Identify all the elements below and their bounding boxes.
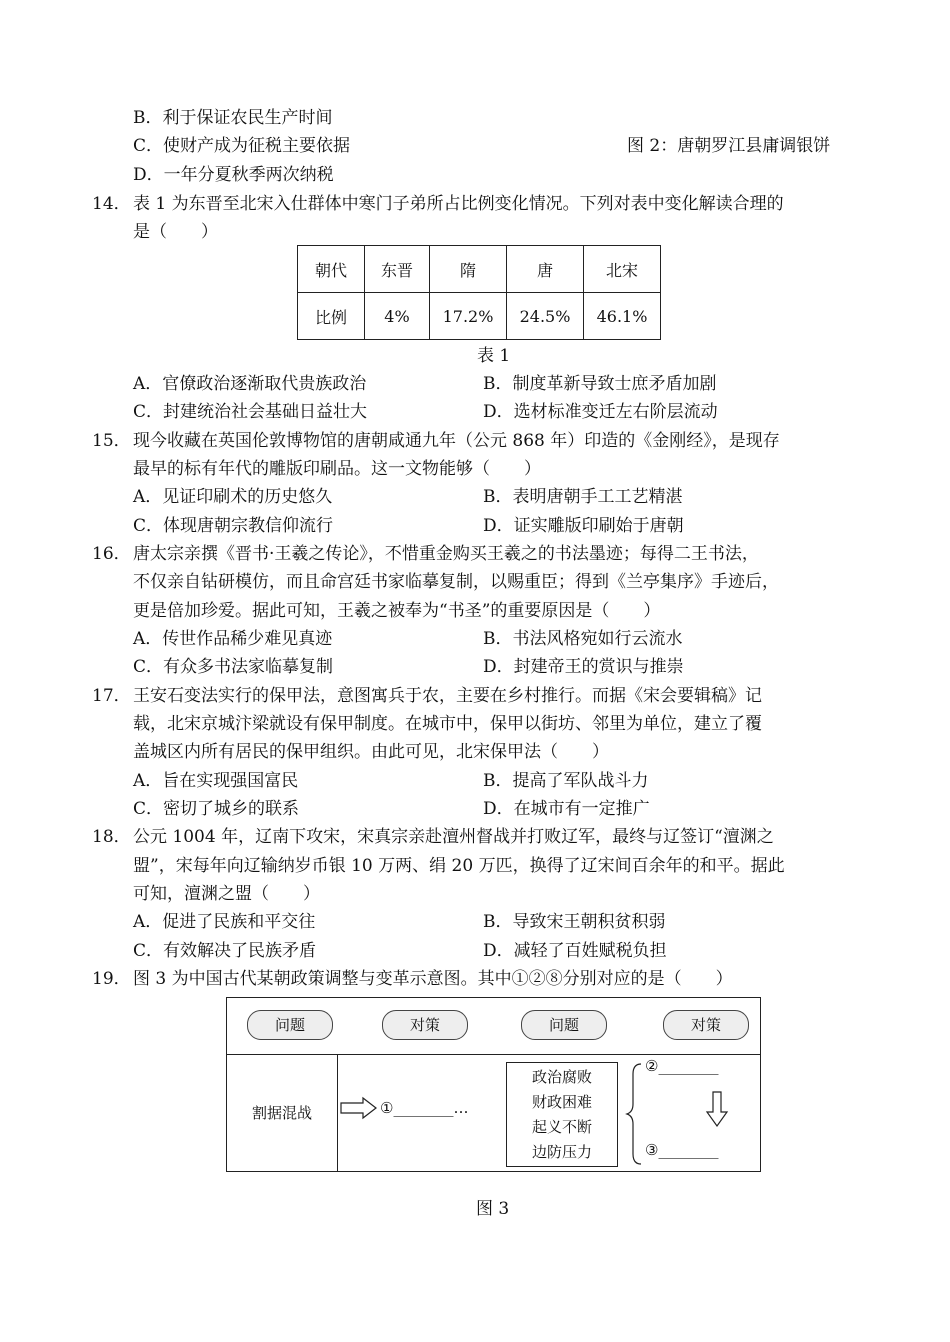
blank-3: ③________: [645, 1141, 719, 1159]
q19-stem-line1: 图 3 为中国古代某朝政策调整与变革示意图。其中①②⑧分别对应的是（ ）: [133, 969, 733, 989]
problem-line: 边防压力: [531, 1143, 592, 1161]
q16-option-c: C．有众多书法家临摹复制: [133, 657, 334, 677]
q14-option-a: A．官僚政治逐渐取代贵族政治: [133, 374, 367, 394]
blank-2: ②________: [645, 1057, 719, 1075]
problem-line: 起义不断: [531, 1118, 592, 1136]
q13-option-c: C．使财产成为征税主要依据: [133, 136, 351, 156]
table-1-caption: 表 1: [477, 346, 511, 366]
q14-option-c: C．封建统治社会基础日益壮大: [133, 402, 368, 422]
q18-option-a: A．促进了民族和平交往: [133, 912, 316, 932]
q16-option-d: D．封建帝王的赏识与推崇: [483, 657, 684, 677]
q14-option-d: D．选材标准变迁左右阶层流动: [483, 402, 718, 422]
table-cell: 比例: [298, 293, 365, 340]
figure-3: [226, 997, 761, 1172]
brace-icon: [625, 1062, 645, 1166]
problem-box-2: [506, 1062, 618, 1167]
q18-stem-line1: 公元 1004 年，辽南下攻宋，宋真宗亲赴澶州督战并打败辽军，最终与辽签订“澶渊之: [133, 827, 774, 847]
q15-option-a: A．见证印刷术的历史悠久: [133, 487, 333, 507]
arrow-right-icon: [339, 1096, 379, 1120]
q17-option-d: D．在城市有一定推广: [483, 799, 650, 819]
q18-option-d: D．减轻了百姓赋税负担: [483, 941, 667, 961]
q17-number: 17．: [92, 686, 131, 706]
blank-1: ①________…: [380, 1099, 469, 1117]
q15-number: 15．: [92, 431, 131, 451]
q14-stem-line2: 是（ ）: [133, 222, 218, 242]
q14-stem-line1: 表 1 为东晋至北宋入仕群体中寒门子弟所占比例变化情况。下列对表中变化解读合理的: [133, 194, 784, 214]
q19-number: 19．: [92, 969, 131, 989]
q17-stem-line2: 载，北宋京城汴梁就设有保甲制度。在城市中，保甲以街坊、邻里为单位，建立了覆: [133, 714, 762, 734]
q16-option-b: B．书法风格宛如行云流水: [483, 629, 683, 649]
table-cell: 隋: [430, 246, 507, 293]
table-cell: 北宋: [584, 246, 661, 293]
arrow-down-icon: [705, 1090, 729, 1128]
pill-problem-2: 问题: [521, 1010, 607, 1040]
q18-option-c: C．有效解决了民族矛盾: [133, 941, 317, 961]
figure-3-caption: 图 3: [476, 1199, 510, 1219]
q15-option-d: D．证实雕版印刷始于唐朝: [483, 516, 684, 536]
q14-number: 14．: [92, 194, 131, 214]
q18-option-b: B．导致宋王朝积贫积弱: [483, 912, 666, 932]
problem-line: 财政困难: [531, 1093, 592, 1111]
q16-stem-line1: 唐太宗亲撰《晋书·王羲之传论》，不惜重金购买王羲之的书法墨迹；每得二王书法，: [133, 544, 759, 564]
q18-stem-line2: 盟”，宋每年向辽输纳岁币银 10 万两、绢 20 万匹，换得了辽宋间百余年的和平。据此: [133, 856, 785, 876]
q16-stem-line3: 更是倍加珍爱。据此可知，王羲之被奉为“书圣”的重要原因是（ ）: [133, 601, 661, 621]
q15-stem-line1: 现今收藏在英国伦敦博物馆的唐朝咸通九年（公元 868 年）印造的《金刚经》，是现存: [133, 431, 780, 451]
table-cell: 46.1%: [584, 293, 661, 340]
q13-option-b: B．利于保证农民生产时间: [133, 108, 333, 128]
table-cell: 唐: [507, 246, 584, 293]
table-header-row: [298, 246, 661, 293]
table-cell: 东晋: [365, 246, 430, 293]
table-1: [297, 245, 661, 340]
q14-option-b: B．制度革新导致士庶矛盾加剧: [483, 374, 717, 394]
pill-strategy-2: 对策: [663, 1010, 749, 1040]
q18-number: 18．: [92, 827, 131, 847]
q16-number: 16．: [92, 544, 131, 564]
q17-option-c: C．密切了城乡的联系: [133, 799, 300, 819]
q17-stem-line1: 王安石变法实行的保甲法，意图寓兵于农，主要在乡村推行。而据《宋会要辑稿》记: [133, 686, 762, 706]
q17-stem-line3: 盖城区内所有居民的保甲组织。由此可见，北宋保甲法（ ）: [133, 742, 609, 762]
pill-strategy-1: 对策: [382, 1010, 468, 1040]
q15-option-c: C．体现唐朝宗教信仰流行: [133, 516, 334, 536]
pill-problem-1: 问题: [247, 1010, 333, 1040]
table-row: [298, 293, 661, 340]
q17-option-a: A．旨在实现强国富民: [133, 771, 299, 791]
q15-stem-line2: 最早的标有年代的雕版印刷品。这一文物能够（ ）: [133, 459, 541, 479]
table-cell: 朝代: [298, 246, 365, 293]
problem-box-1: 割据混战: [227, 1054, 338, 1171]
table-cell: 24.5%: [507, 293, 584, 340]
q13-option-d: D．一年分夏秋季两次纳税: [133, 165, 334, 185]
table-cell: 4%: [365, 293, 430, 340]
problem-line: 政治腐败: [531, 1068, 592, 1086]
table-cell: 17.2%: [430, 293, 507, 340]
figure2-caption: 图 2：唐朝罗江县庸调银饼: [627, 136, 831, 156]
q18-stem-line3: 可知，澶渊之盟（ ）: [133, 884, 320, 904]
q15-option-b: B．表明唐朝手工工艺精湛: [483, 487, 683, 507]
q16-option-a: A．传世作品稀少难见真迹: [133, 629, 333, 649]
q17-option-b: B．提高了军队战斗力: [483, 771, 649, 791]
q16-stem-line2: 不仅亲自钻研模仿，而且命宫廷书家临摹复制，以赐重臣；得到《兰亭集序》手迹后，: [133, 572, 779, 592]
